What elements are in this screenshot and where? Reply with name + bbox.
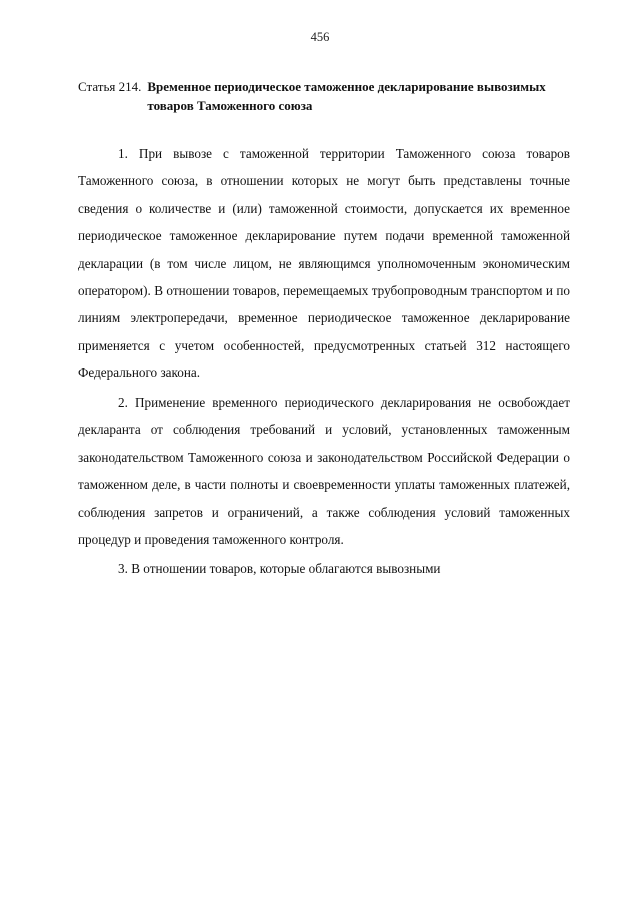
article-heading	[78, 78, 570, 116]
page-number: 456	[310, 30, 330, 44]
paragraph-1: 1. При вывозе с таможенной территории Таможенного союза товаров Таможенного союза, в отношении которых не могут быть представлены точные сведения о количестве и (или) таможенной стоимости, допускается их временное периодическое таможенное декларирование путем подачи временной таможенной декларации (в том числе лицом, не являющимся уполномоченным экономическим оператором). В отношении товаров, перемещаемых трубопроводным транспортом и по линиям электропередачи, временное периодическое таможенное декларирование применяется с учетом особенностей, предусмотренных статьей 312 настоящего Федерального закона.	[78, 145, 570, 381]
paragraph-2: 2. Применение временного периодического декларирования не освобождает декларанта от соблюдения требований и условий, установленных таможенным законодательством Таможенного союза и законодательством Российской Федерации о таможенном деле, в части полноты и своевременности уплаты таможенных платежей, соблюдения запретов и ограничений, а также соблюдения условий таможенных процедур и проведения таможенного контроля.	[78, 394, 570, 548]
paragraph-3: 3. В отношении товаров, которые облагаются вывозными	[118, 561, 441, 577]
article-label: Статья 214.	[78, 79, 142, 94]
page-content	[78, 78, 570, 583]
article-title: Временное периодическое таможенное декларирование вывозимых товаров Таможенного союза	[147, 79, 546, 113]
article-heading-row	[78, 78, 570, 116]
